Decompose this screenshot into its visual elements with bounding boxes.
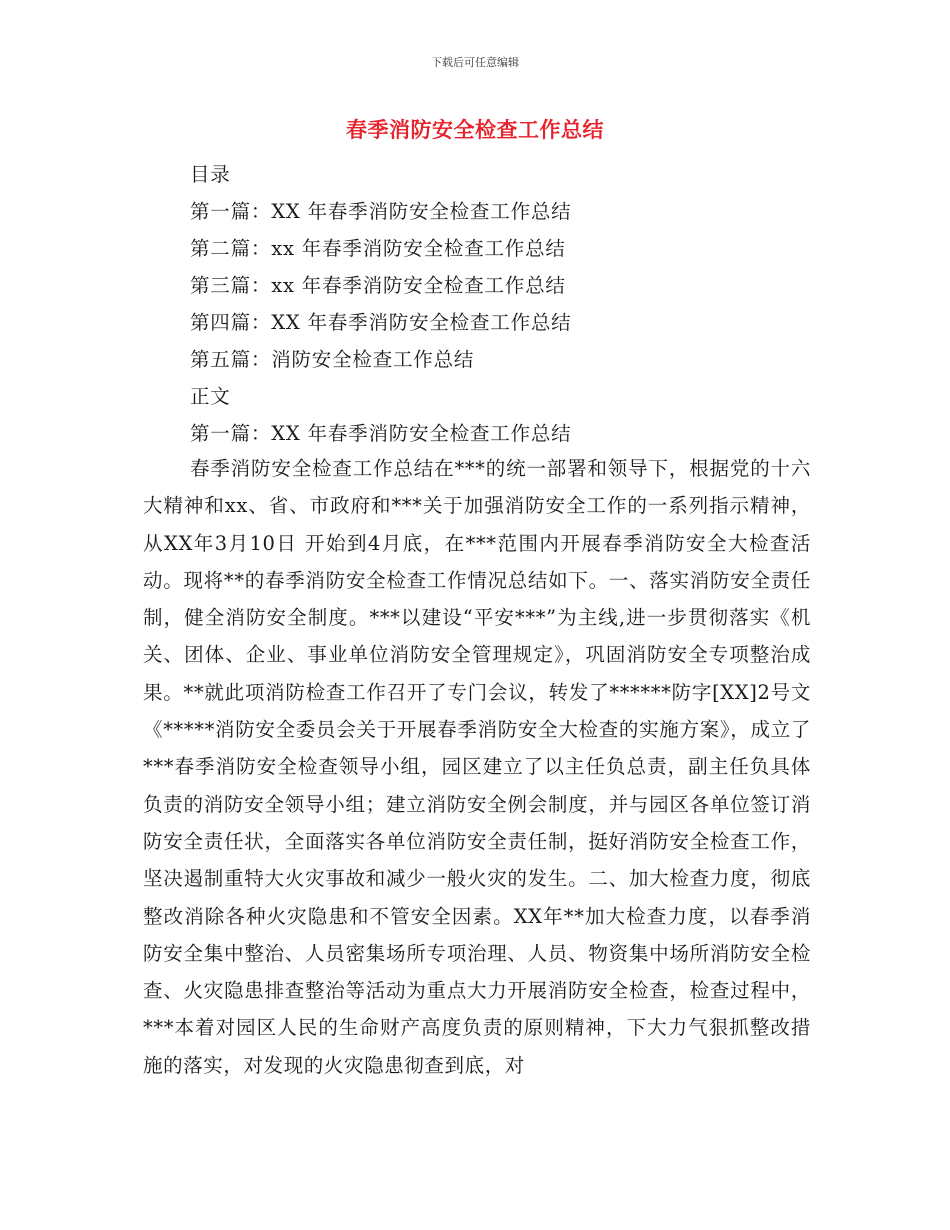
header-note: 下载后可任意编辑 xyxy=(431,56,519,69)
body-label: 正文 xyxy=(190,385,231,408)
section-heading: 第一篇：XX 年春季消防安全检查工作总结 xyxy=(190,422,572,445)
toc-heading: 目录 xyxy=(190,163,231,186)
toc-item: 第一篇：XX 年春季消防安全检查工作总结 xyxy=(190,200,572,223)
toc-item: 第四篇：XX 年春季消防安全检查工作总结 xyxy=(190,311,572,334)
toc-item: 第二篇：xx 年春季消防安全检查工作总结 xyxy=(190,237,566,260)
toc-item: 第三篇：xx 年春季消防安全检查工作总结 xyxy=(190,274,566,297)
toc-item: 第五篇：消防安全检查工作总结 xyxy=(190,348,475,371)
table-of-contents xyxy=(190,156,830,452)
body-text xyxy=(143,450,811,1084)
document-title: 春季消防安全检查工作总结 xyxy=(346,118,604,142)
body-paragraph: 春季消防安全检查工作总结在***的统一部署和领导下，根据党的十六大精神和xx、省、市政府和***关于加强消防安全工作的一系列指示精神，从XX年3月10日 开始到4月底，在***范围内开展春季消防安全大检查活动。现将**的春季消防安全检查工作情况总结如下。一、落实消防安全责任制，健全消防安全制度。***以建设“平安***”为主线,进一步贯彻落实《机关、团体、企业、事业单位消防安全管理规定》，巩固消防安全专项整治成果。**就此项消防检查工作召开了专门会议，转发了******防字[XX]2号文《*****消防安全委员会关于开展春季消防安全大检查的实施方案》，成立了***春季消防安全检查领导小组，园区建立了以主任负总责，副主任负具体负责的消防安全领导小组；建立消防安全例会制度，并与园区各单位签订消防安全责任状，全面落实各单位消防安全责任制，挺好消防安全检查工作，坚决遏制重特大火灾事故和减少一般火灾的发生。二、加大检查力度，彻底整改消除各种火灾隐患和不管安全因素。XX年**加大检查力度，以春季消防安全集中整治、人员密集场所专项治理、人员、物资集中场所消防安全检查、火灾隐患排查整治等活动为重点大力开展消防安全检查，检查过程中，***本着对园区人民的生命财产高度负责的原则精神，下大力气狠抓整改措施的落实，对发现的火灾隐患彻查到底，对 xyxy=(143,457,811,1077)
